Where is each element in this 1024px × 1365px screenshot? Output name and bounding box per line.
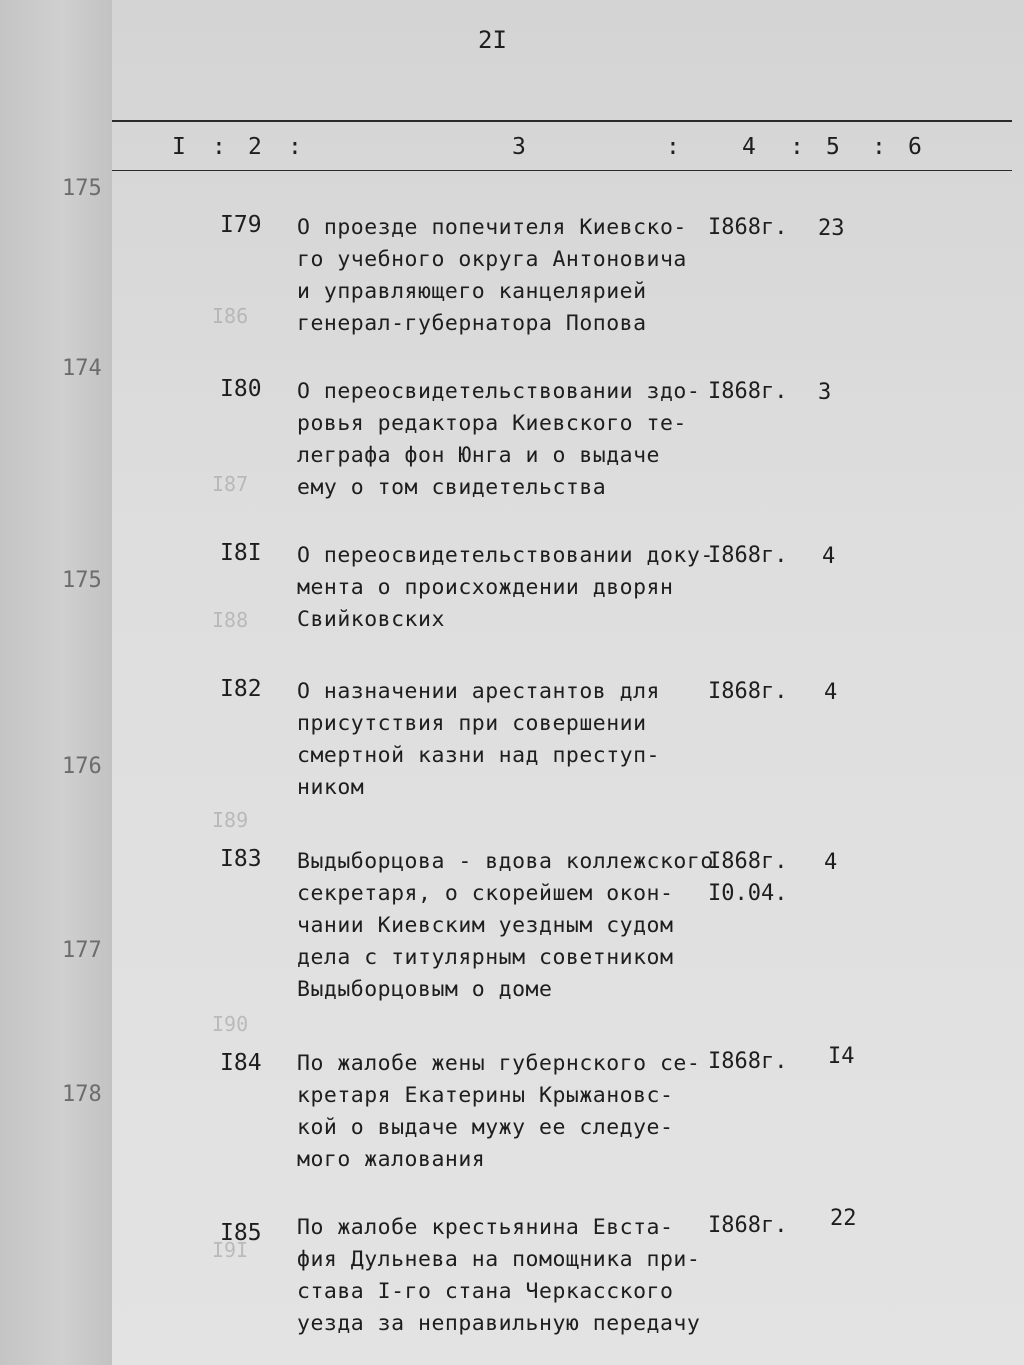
- record-date: [708, 676, 787, 708]
- description-line: и управляющего канцелярией: [297, 279, 647, 304]
- date-line: I868г.: [708, 215, 788, 240]
- header-rule-bottom: [112, 170, 1012, 171]
- description-line: чании Киевским уездным судом: [297, 913, 674, 938]
- column-separator: :: [212, 134, 226, 160]
- margin-mark: 174: [62, 356, 102, 381]
- record-date: [708, 376, 787, 408]
- margin-mark: 176: [62, 754, 102, 779]
- record-date: [708, 1046, 787, 1078]
- column-header: 5: [826, 134, 840, 160]
- column-separator: :: [872, 134, 886, 160]
- page-count: 23: [818, 216, 845, 241]
- record-description: [297, 846, 717, 1006]
- column-separator: :: [288, 134, 302, 160]
- date-line: I868г.: [708, 1213, 788, 1238]
- description-line: мента о происхождении дворян: [297, 575, 674, 600]
- description-line: уезда за неправильную передачу: [297, 1311, 701, 1336]
- page-count: 4: [824, 680, 838, 705]
- column-separator: :: [666, 134, 680, 160]
- record-description: [297, 1048, 717, 1176]
- description-line: О переосвидетельствовании здо-: [297, 379, 701, 404]
- description-line: Свийковских: [297, 607, 445, 632]
- bleed-through: I86: [212, 304, 249, 328]
- record-description: [297, 540, 717, 636]
- header-rule-top: [112, 120, 1012, 122]
- description-line: мого жалования: [297, 1147, 486, 1172]
- column-header: I: [172, 134, 186, 160]
- description-line: По жалобе крестьянина Евста-: [297, 1215, 674, 1240]
- previous-page-margin: [0, 0, 113, 1365]
- description-line: леграфа фон Юнга и о выдаче: [297, 443, 660, 468]
- date-line: I868г.: [708, 543, 788, 568]
- column-header: 6: [908, 134, 922, 160]
- description-line: О назначении арестантов для: [297, 679, 660, 704]
- column-header: 2: [248, 134, 262, 160]
- column-separator: :: [790, 134, 804, 160]
- description-line: О переосвидетельствовании доку-: [297, 543, 714, 568]
- margin-mark: 175: [62, 568, 102, 593]
- page-count: 4: [822, 544, 836, 569]
- bleed-through: I88: [212, 608, 249, 632]
- page-count: 4: [824, 850, 838, 875]
- date-line: I868г.: [708, 679, 788, 704]
- description-line: фия Дульнева на помощника при-: [297, 1247, 701, 1272]
- description-line: дела с титулярным советником: [297, 945, 674, 970]
- description-line: Выдыборцова - вдова коллежского: [297, 849, 714, 874]
- record-number: I85: [220, 1220, 262, 1246]
- description-line: става I-го стана Черкасского: [297, 1279, 674, 1304]
- column-header: 3: [512, 134, 526, 160]
- record-date: [708, 846, 787, 910]
- record-number: I8I: [220, 540, 262, 566]
- margin-mark: 175: [62, 176, 102, 201]
- page-count: 3: [818, 380, 832, 405]
- description-line: По жалобе жены губернского се-: [297, 1051, 701, 1076]
- page-count: 22: [830, 1206, 857, 1231]
- bleed-through: I9I: [212, 1238, 249, 1262]
- description-line: секретаря, о скорейшем окон-: [297, 881, 674, 906]
- record-number: I83: [220, 846, 262, 872]
- description-line: присутствия при совершении: [297, 711, 647, 736]
- date-line: I868г.: [708, 379, 788, 404]
- column-header: 4: [742, 134, 756, 160]
- description-line: ему о том свидетельства: [297, 475, 607, 500]
- bleed-through: I87: [212, 472, 249, 496]
- date-line: I0.04.: [708, 881, 788, 906]
- record-date: [708, 1210, 787, 1242]
- description-line: ником: [297, 775, 365, 800]
- record-date: [708, 212, 787, 244]
- description-line: кой о выдаче мужу ее следуе-: [297, 1115, 674, 1140]
- description-line: О проезде попечителя Киевско-: [297, 215, 687, 240]
- record-description: [297, 212, 717, 340]
- margin-mark: 178: [62, 1082, 102, 1107]
- record-number: I79: [220, 212, 262, 238]
- margin-mark: 177: [62, 938, 102, 963]
- record-description: [297, 1212, 717, 1340]
- record-description: [297, 676, 717, 804]
- description-line: смертной казни над преступ-: [297, 743, 660, 768]
- date-line: I868г.: [708, 1049, 788, 1074]
- record-number: I80: [220, 376, 262, 402]
- record-date: [708, 540, 787, 572]
- record-number: I82: [220, 676, 262, 702]
- bleed-through: I90: [212, 1012, 249, 1036]
- page-number: 2I: [478, 26, 507, 54]
- description-line: Выдыборцовым о доме: [297, 977, 553, 1002]
- record-description: [297, 376, 717, 504]
- page-count: I4: [828, 1044, 855, 1069]
- description-line: ровья редактора Киевского те-: [297, 411, 687, 436]
- description-line: го учебного округа Антоновича: [297, 247, 687, 272]
- description-line: кретаря Екатерины Крыжановс-: [297, 1083, 674, 1108]
- record-number: I84: [220, 1050, 262, 1076]
- bleed-through: I89: [212, 808, 249, 832]
- date-line: I868г.: [708, 849, 788, 874]
- description-line: генерал-губернатора Попова: [297, 311, 647, 336]
